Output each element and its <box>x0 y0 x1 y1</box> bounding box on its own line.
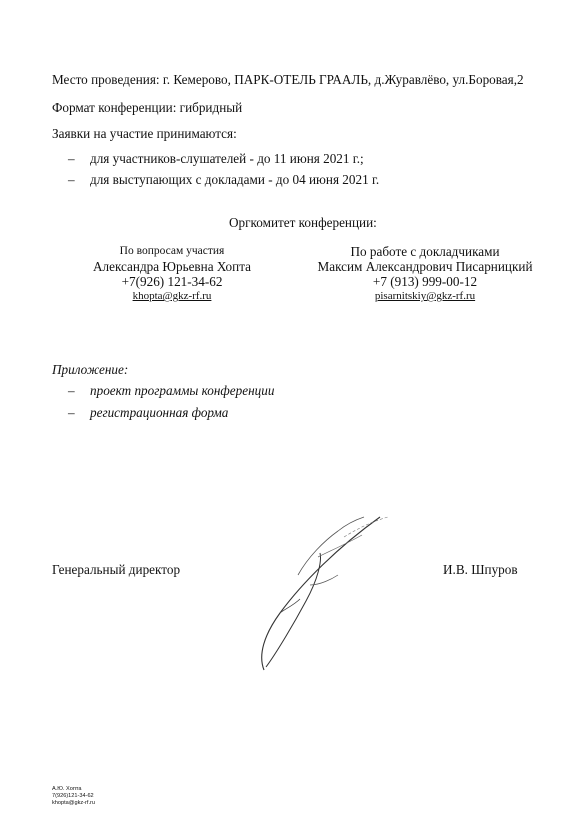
appendix-text: регистрационная форма <box>90 405 229 420</box>
contact-phone: +7(926) 121-34-62 <box>121 274 223 289</box>
format-line: Формат конференции: гибридный <box>52 100 243 115</box>
venue-line: Место проведения: г. Кемерово, ПАРК-ОТЕЛЬ ГРААЛЬ, д.Журавлёво, ул.Боровая,2 <box>52 72 524 87</box>
bullet-dash: – <box>68 383 75 398</box>
bullet-dash: – <box>68 405 75 420</box>
deadline-text: для участников-слушателей - до 11 июня 2021 г.; <box>90 151 364 166</box>
appendix-text: проект программы конференции <box>90 383 275 398</box>
deadline-text: для выступающих с докладами - до 04 июня 2021 г. <box>90 172 380 187</box>
appendix-item <box>68 405 228 421</box>
contact-left <box>72 244 272 304</box>
footer-phone: 7(926)121-34-62 <box>52 793 94 799</box>
deadline-item <box>68 172 379 188</box>
contact-phone: +7 (913) 999-00-12 <box>372 274 478 289</box>
contact-email-link[interactable]: pisarnitskiy@gkz-rf.ru <box>374 290 476 302</box>
contact-name: Максим Александрович Писарницкий <box>317 259 533 274</box>
appendix-item <box>68 383 274 399</box>
contact-heading: По вопросам участия <box>119 245 225 257</box>
contact-heading: По работе с докладчиками <box>350 244 500 259</box>
bullet-dash: – <box>68 172 75 187</box>
contact-right <box>305 244 545 304</box>
signatory-name: И.В. Шпуров <box>443 562 518 577</box>
handwritten-signature <box>240 505 410 675</box>
deadline-item <box>68 151 364 167</box>
applications-heading: Заявки на участие принимаются: <box>52 126 237 141</box>
signatory-position: Генеральный директор <box>52 562 181 577</box>
appendix-title: Приложение: <box>52 362 129 377</box>
contact-name: Александра Юрьевна Хопта <box>93 259 251 274</box>
committee-title: Оргкомитет конференции: <box>229 215 377 230</box>
footer-executor <box>52 786 95 807</box>
bullet-dash: – <box>68 151 75 166</box>
footer-email: khopta@gkz-rf.ru <box>52 800 95 806</box>
footer-name: А.Ю. Хопта <box>52 786 82 792</box>
contact-email-link[interactable]: khopta@gkz-rf.ru <box>132 290 212 302</box>
